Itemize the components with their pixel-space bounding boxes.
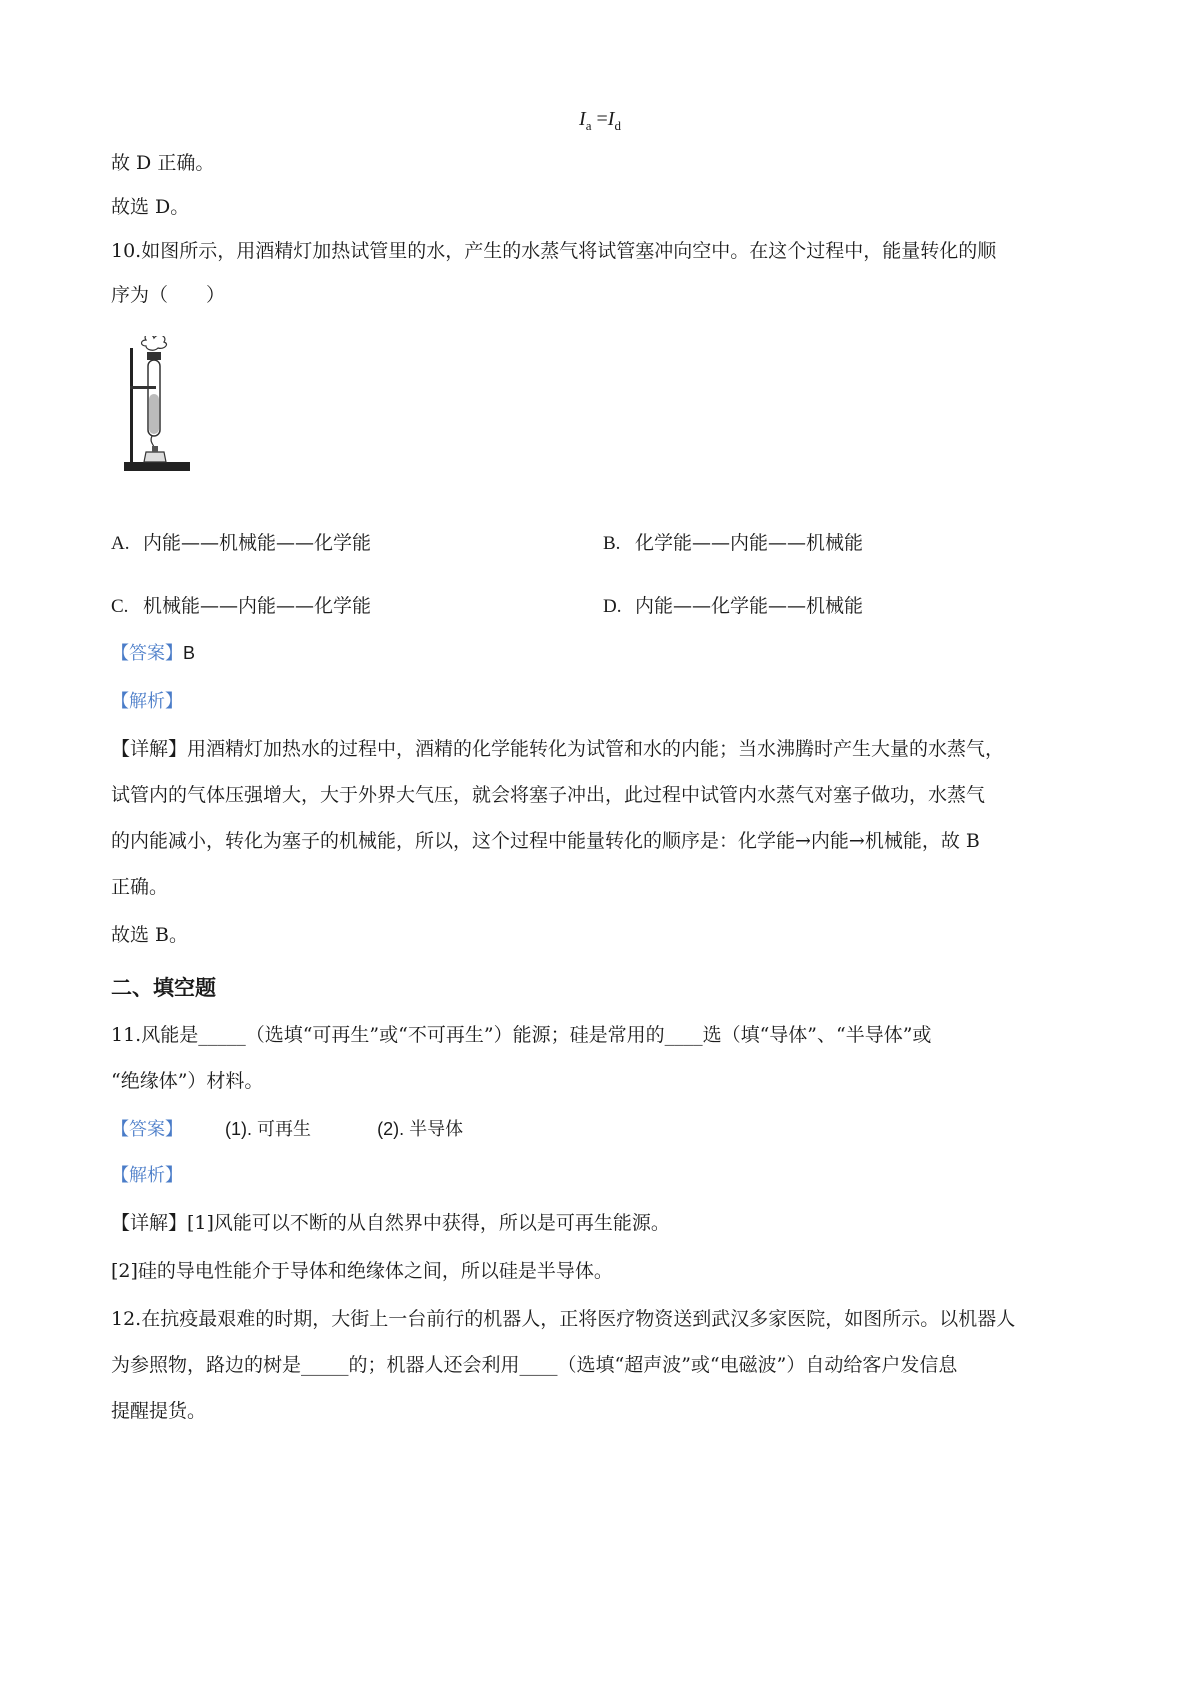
current-symbol-a: I <box>579 108 586 130</box>
q10-detail-line-3: 的内能减小，转化为塞子的机械能，所以，这个过程中能量转化的顺序是：化学能→内能→机械能，故 B <box>111 830 980 852</box>
q11-detail-line-2: [2]硅的导电性能介于导体和绝缘体之间，所以硅是半导体。 <box>111 1260 613 1282</box>
answer-tag: 【答案】 <box>111 1119 183 1140</box>
option-a <box>111 530 371 557</box>
q10-detail-line-5: 故选 B。 <box>111 924 189 946</box>
option-b <box>603 530 863 557</box>
option-b-letter: B. <box>603 533 621 554</box>
q10-analysis-tag <box>111 688 183 715</box>
section-title: 二、填空题 <box>111 976 216 1000</box>
equals-sign: = <box>596 108 608 130</box>
q11-answer <box>111 1116 463 1143</box>
option-c-text: 机械能——内能——化学能 <box>143 595 372 617</box>
answer-2: (2). 半导体 <box>377 1119 464 1139</box>
answer-tag: 【答案】 <box>111 643 183 664</box>
subscript-a: a <box>585 118 592 133</box>
q12-stem-line-2: 为参照物，路边的树是_____的；机器人还会利用____（选填“超声波”或“电磁波”）自动给客户发信息 <box>111 1354 958 1376</box>
current-equation <box>0 106 1200 139</box>
q10-answer <box>111 640 195 667</box>
option-a-text: 内能——机械能——化学能 <box>143 532 372 554</box>
test-tube-heating-figure <box>124 336 202 478</box>
answer-1: (1). 可再生 <box>225 1119 312 1139</box>
choice-line: 故选 D。 <box>111 196 190 218</box>
option-d <box>603 593 863 620</box>
option-c <box>111 593 371 620</box>
subscript-d: d <box>614 118 621 133</box>
q10-detail-line-2: 试管内的气体压强增大，大于外界大气压，就会将塞子冲出，此过程中试管内水蒸气对塞子做功，水蒸气 <box>111 784 986 806</box>
analysis-tag: 【解析】 <box>111 691 183 712</box>
q11-analysis-tag <box>111 1162 183 1189</box>
q10-stem-line-2: 序为（ ） <box>111 284 226 306</box>
conclusion-line: 故 D 正确。 <box>111 152 215 174</box>
q12-stem-line-1: 12.在抗疫最艰难的时期，大街上一台前行的机器人，正将医疗物资送到武汉多家医院，如图所示。以机器人 <box>111 1308 1016 1330</box>
q11-stem-line-2: “绝缘体”）材料。 <box>111 1070 264 1092</box>
option-b-text: 化学能——内能——机械能 <box>635 532 864 554</box>
option-c-letter: C. <box>111 596 129 617</box>
q11-stem-line-1: 11.风能是_____（选填“可再生”或“不可再生”）能源；硅是常用的____选（填“导体”、“半导体”或 <box>111 1024 932 1046</box>
q10-detail-line-4: 正确。 <box>111 876 169 898</box>
option-d-letter: D. <box>603 596 622 617</box>
option-a-letter: A. <box>111 533 130 554</box>
current-symbol-d: I <box>607 108 615 130</box>
option-d-text: 内能——化学能——机械能 <box>635 595 864 617</box>
q11-detail-line-1: 【详解】[1]风能可以不断的从自然界中获得，所以是可再生能源。 <box>111 1212 670 1234</box>
q10-stem-line-1: 10.如图所示，用酒精灯加热试管里的水，产生的水蒸气将试管塞冲向空中。在这个过程中，能量转化的顺 <box>111 240 997 262</box>
q10-detail-line-1: 【详解】用酒精灯加热水的过程中，酒精的化学能转化为试管和水的内能；当水沸腾时产生大量的水蒸气， <box>111 738 1005 760</box>
analysis-tag: 【解析】 <box>111 1165 183 1186</box>
answer-value: B <box>183 643 196 663</box>
q12-stem-line-3: 提醒提货。 <box>111 1400 207 1422</box>
